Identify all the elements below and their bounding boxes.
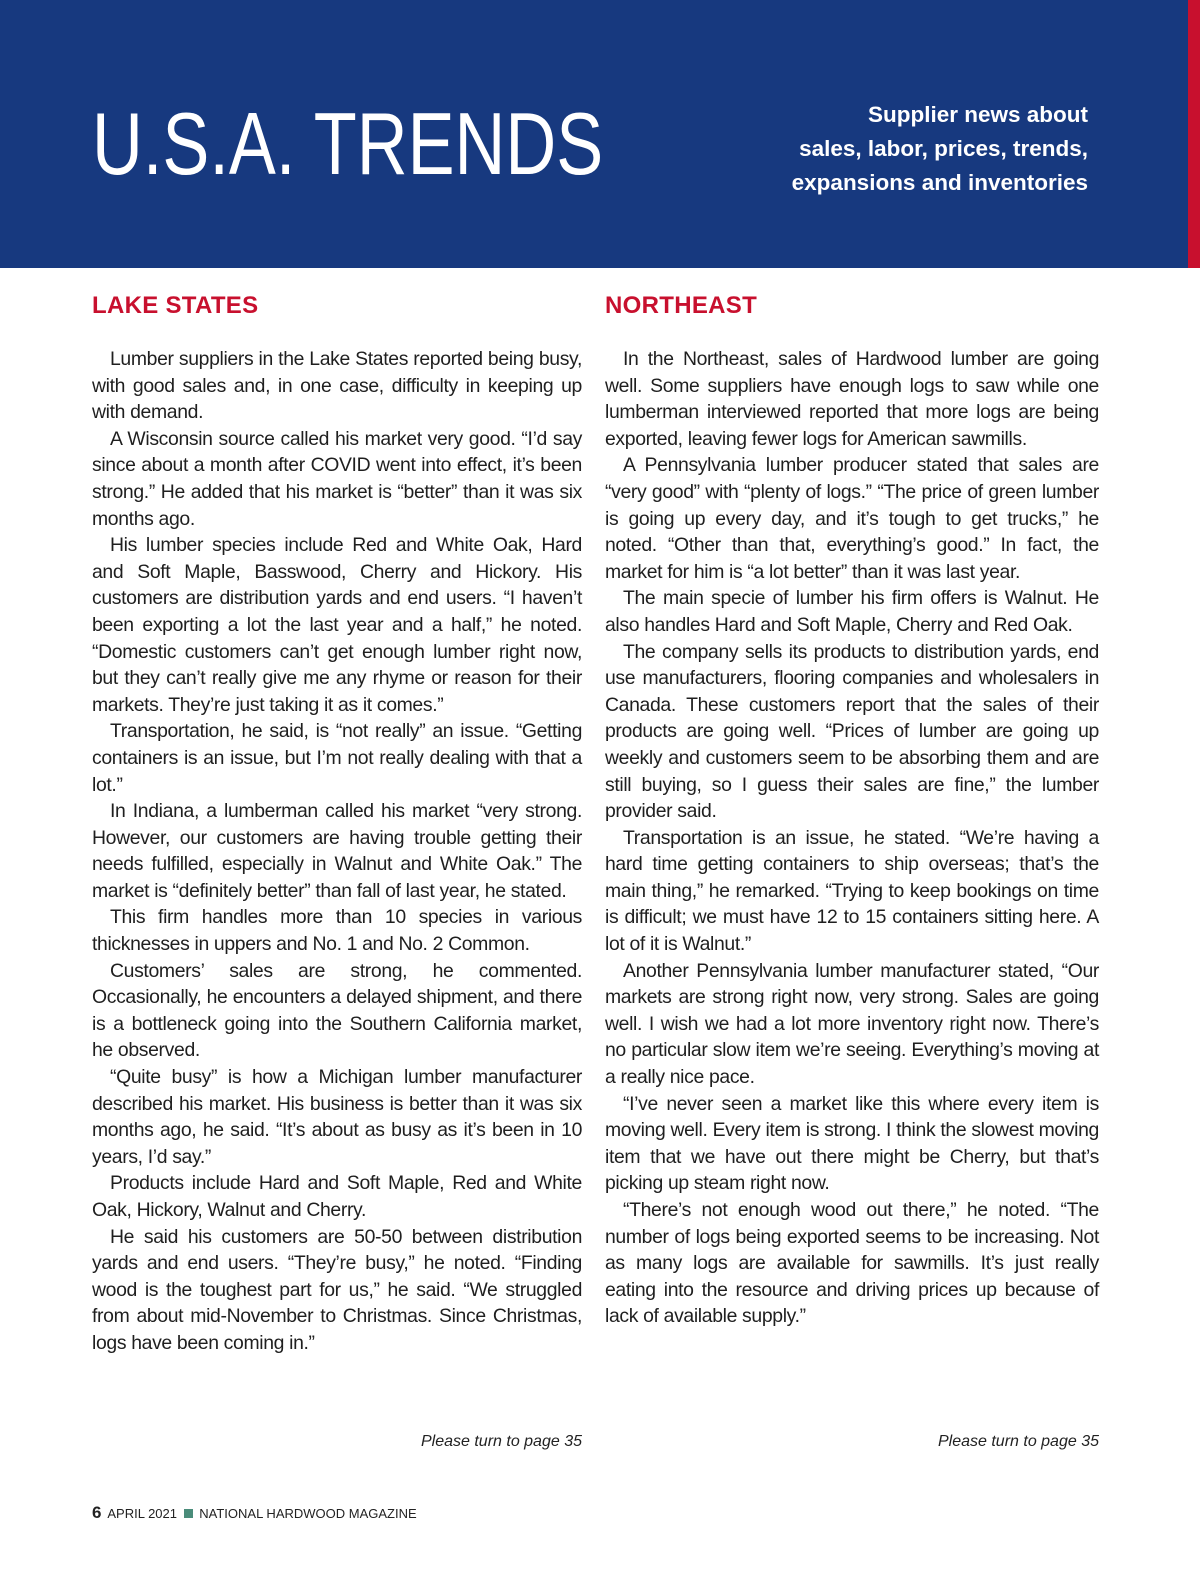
article-paragraph: “There’s not enough wood out there,” he noted. “The number of logs being exported seems to be increasing. Not as many logs are available for sawmills. It’s just really eating into the resource and driving prices up because of lack of available supply.” <box>605 1199 1099 1328</box>
article-paragraph: Another Pennsylvania lumber manufacturer stated, “Our markets are strong right now, very strong. Sales are going well. I wish we had a lot more inventory right now. There’s no particular slow item we’re seeing. Everything’s moving at a really nice pace. <box>605 959 1099 1089</box>
section-heading-northeast: NORTHEAST <box>605 292 758 319</box>
subtitle-line: Supplier news about <box>867 102 1088 127</box>
subtitle-line: expansions and inventories <box>791 170 1088 195</box>
page-footer <box>92 1502 417 1525</box>
article-paragraph: Transportation is an issue, he stated. “We’re having a hard time getting containers to ship overseas; that’s the main thing,” he remarked. “Trying to keep bookings on time is difficult; we must have 12 to 15 containers sitting here. A lot of it is Walnut.” <box>605 826 1099 956</box>
continued-notice-left: Please turn to page 35 <box>420 1433 582 1450</box>
article-paragraph: A Pennsylvania lumber producer stated that sales are “very good” with “plenty of logs.” “The price of green lumber is going up every day, and it’s tough to get trucks,” he noted. “Other than that, everything’s good.” In fact, the market for him is “a lot better” than it was last year. <box>605 454 1099 583</box>
article-paragraph: Products include Hard and Soft Maple, Red and White Oak, Hickory, Walnut and Cherry. <box>92 1172 582 1221</box>
header-banner <box>0 0 1188 268</box>
subtitle-line: sales, labor, prices, trends, <box>799 136 1088 161</box>
article-paragraph: A Wisconsin source called his market very good. “I’d say since about a month after COVID went into effect, it’s been strong.” He added that his market is “better” than it was six months ago. <box>92 427 582 530</box>
article-paragraph: In Indiana, a lumberman called his market “very strong. However, our customers are having trouble getting their needs fulfilled, especially in Walnut and White Oak.” The market is “definitely better” than fall of last year, he stated. <box>92 800 582 902</box>
article-paragraph: Transportation, he said, is “not really” an issue. “Getting containers is an issue, but I’m not really dealing with that a lot.” <box>92 720 582 796</box>
issue-date: APRIL 2021 <box>107 1506 177 1521</box>
article-paragraph: The main specie of lumber his firm offers is Walnut. He also handles Hard and Soft Maple, Cherry and Red Oak. <box>605 587 1099 636</box>
continued-notice-right: Please turn to page 35 <box>937 1433 1099 1450</box>
article-paragraph: The company sells its products to distribution yards, end use manufacturers, flooring companies and wholesalers in Canada. These customers report that the sales of their products are going well. “Prices of lumber are going up weekly and customers seem to be absorbing them and are still buying, so I guess their sales are fine,” the lumber provider said. <box>605 640 1099 823</box>
square-bullet-icon <box>184 1509 193 1518</box>
article-paragraph: In the Northeast, sales of Hardwood lumber are going well. Some suppliers have enough logs to saw while one lumberman interviewed reported that more logs are being exported, leaving fewer logs for American sawmills. <box>605 348 1099 450</box>
northeast-article <box>605 346 1099 1330</box>
article-paragraph: This firm handles more than 10 species in various thicknesses in uppers and No. 1 and No. 2 Common. <box>92 906 582 956</box>
section-heading-lake-states: LAKE STATES <box>92 292 259 319</box>
article-paragraph: “Quite busy” is how a Michigan lumber manufacturer described his market. His business is better than it was six months ago, he said. “It’s about as busy as it’s been in 10 years, I’d say.” <box>92 1066 582 1168</box>
article-paragraph: He said his customers are 50-50 between distribution yards and end users. “They’re busy,” he noted. “Finding wood is the toughest part for us,” he said. “We struggled from about mid-November to Christmas. Since Christmas, logs have been coming in.” <box>92 1225 582 1354</box>
page-number: 6 <box>92 1503 102 1522</box>
page-edge-strip <box>1188 0 1200 268</box>
article-paragraph: His lumber species include Red and White Oak, Hard and Soft Maple, Basswood, Cherry and Hickory. His customers are distribution yards and end users. “I haven’t been exporting a lot the last year and a half,” he noted. “Domestic customers can’t get enough lumber right now, but they can’t really give me any rhyme or reason for their markets. They’re just taking it as it comes.” <box>92 534 582 716</box>
article-paragraph: Lumber suppliers in the Lake States reported being busy, with good sales and, in one case, difficulty in keeping up with demand. <box>92 348 582 424</box>
lake-states-article <box>92 346 582 1357</box>
header-subtitle <box>668 98 1088 200</box>
article-paragraph: Customers’ sales are strong, he commented. Occasionally, he encounters a delayed shipment, and there is a bottleneck going into the Southern California market, he observed. <box>92 959 582 1062</box>
publication-name: NATIONAL HARDWOOD MAGAZINE <box>199 1506 417 1521</box>
article-paragraph: “I’ve never seen a market like this where every item is moving well. Every item is strong. I think the slowest moving item that we have out there might be Cherry, but that’s picking up steam right now. <box>605 1092 1099 1195</box>
page-title: U.S.A. TRENDS <box>92 94 604 193</box>
